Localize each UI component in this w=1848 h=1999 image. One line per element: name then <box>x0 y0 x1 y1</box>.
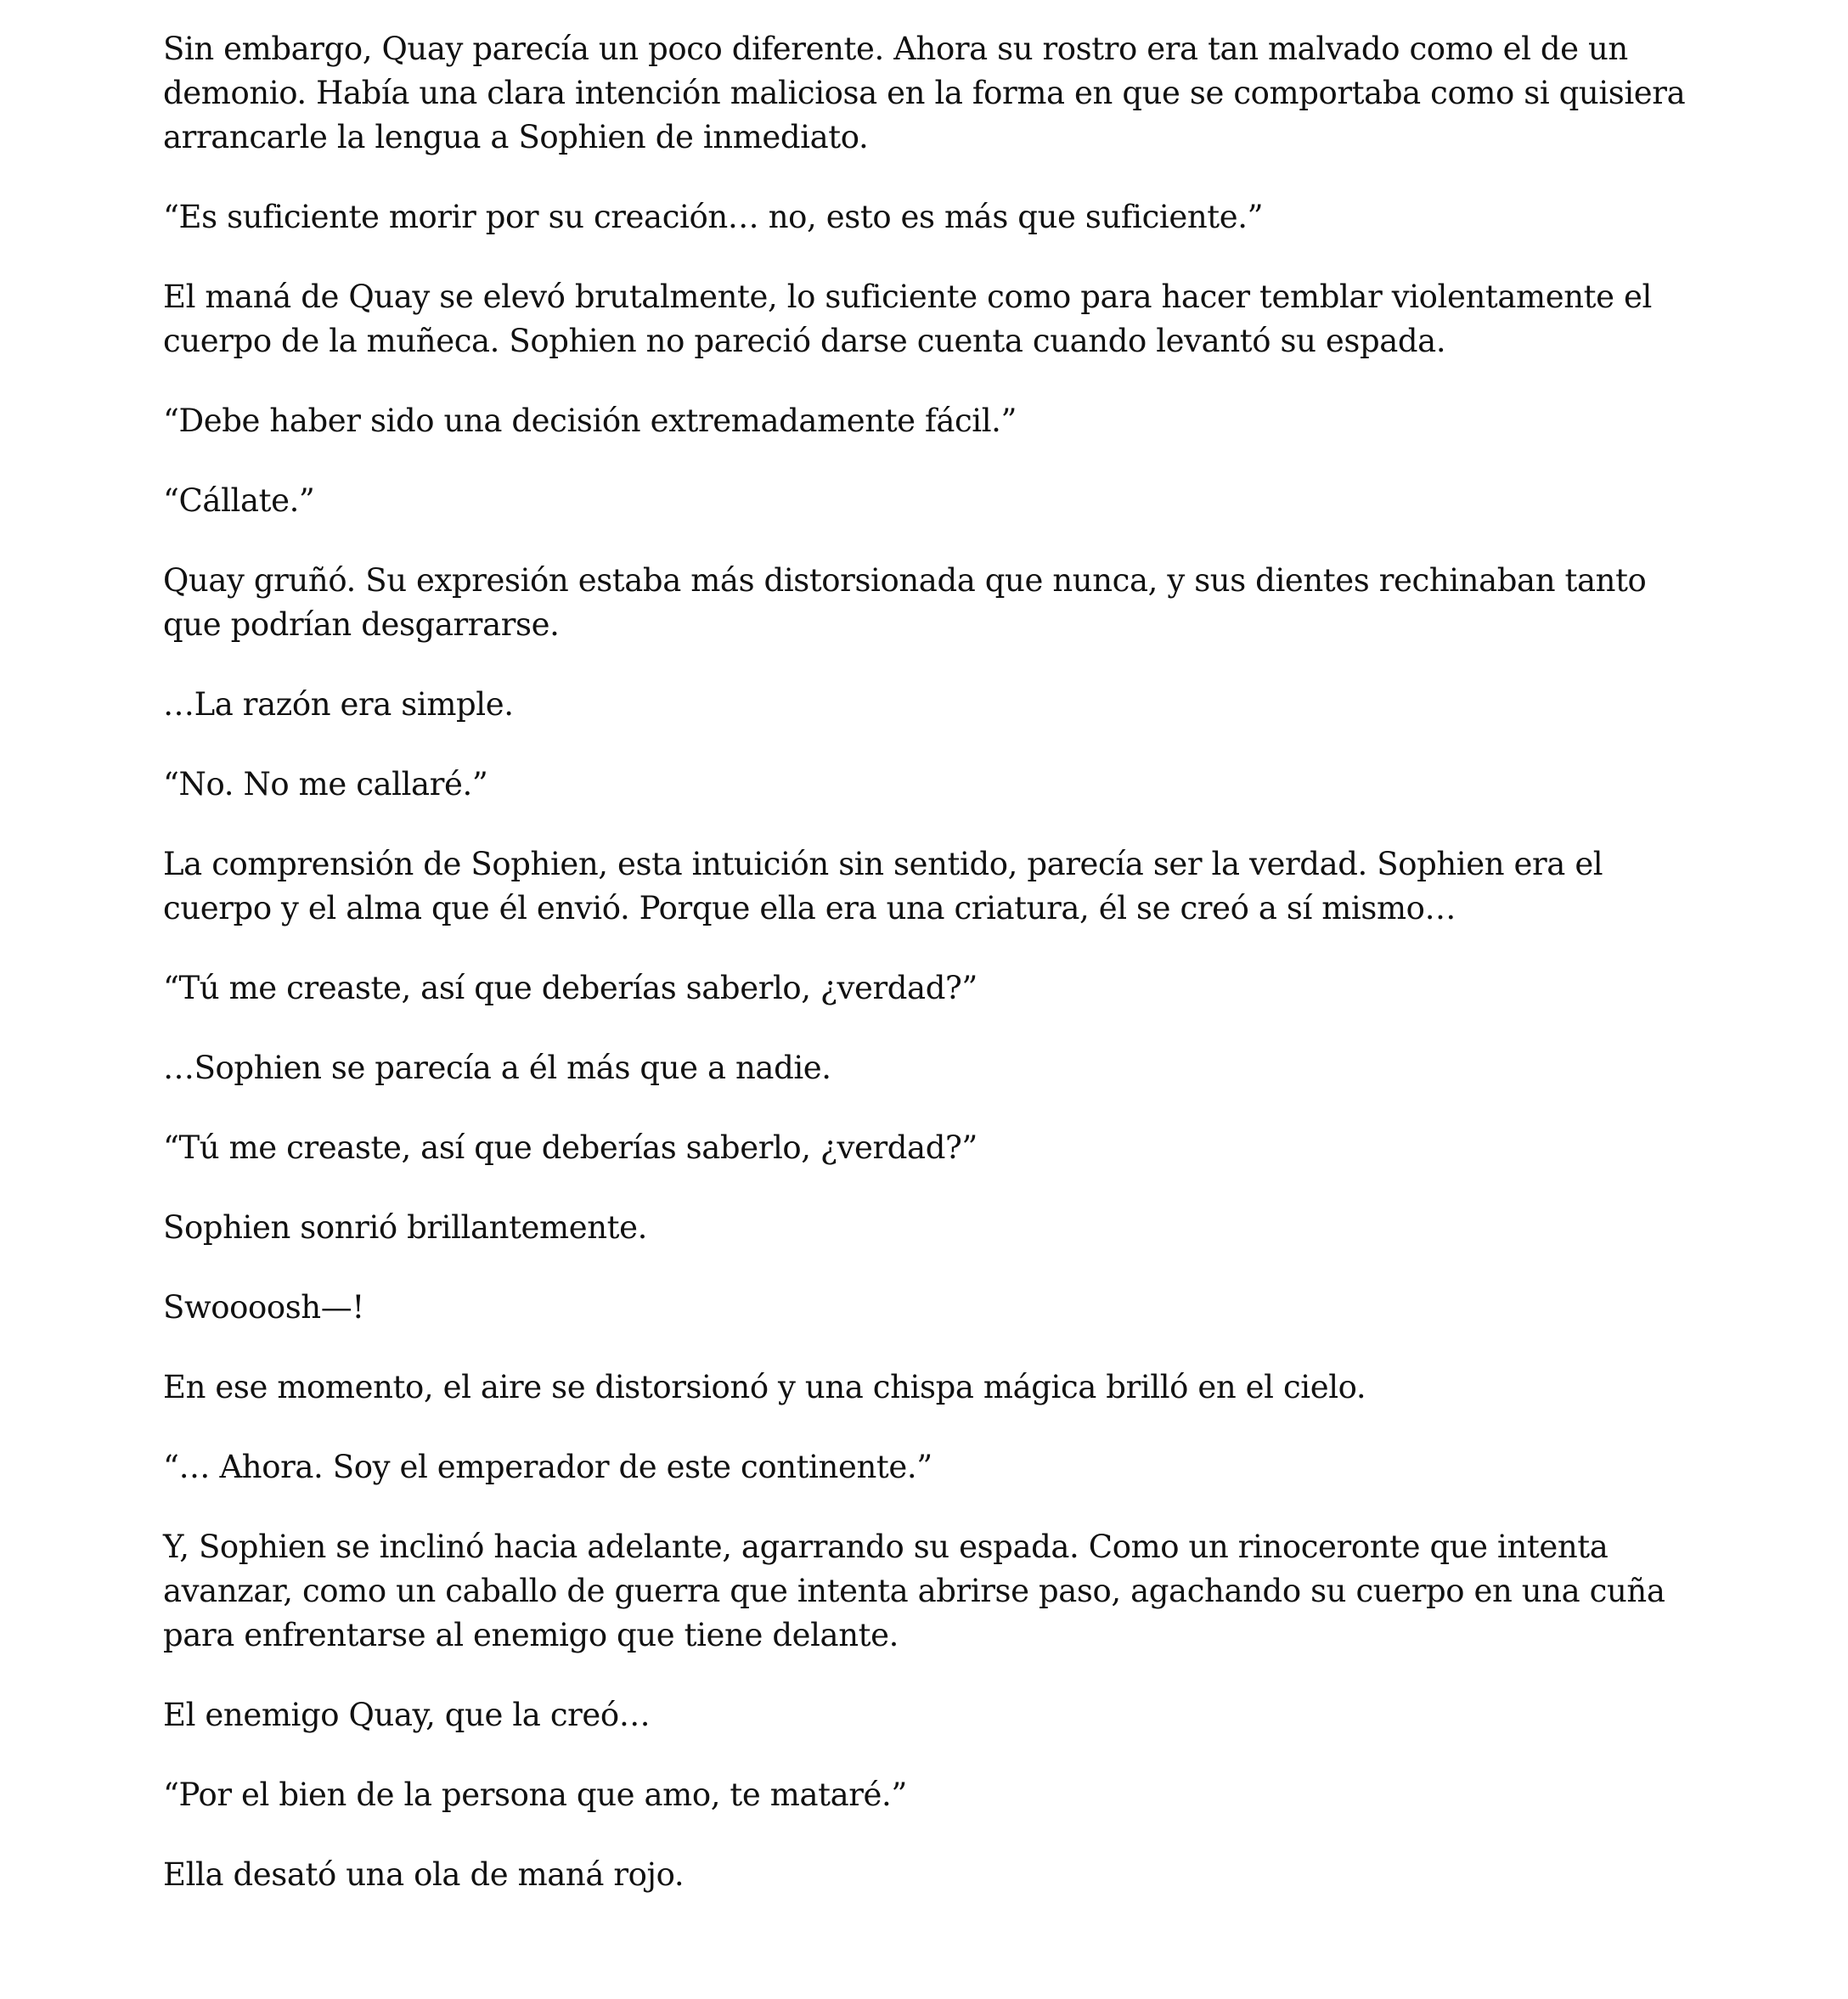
paragraph: “Cállate.” <box>163 482 315 519</box>
paragraph: “Por el bien de la persona que amo, te mataré.” <box>163 1777 907 1813</box>
paragraph: Sophien sonrió brillantemente. <box>163 1209 647 1246</box>
paragraph: En ese momento, el aire se distorsionó y una chispa mágica brilló en el cielo. <box>163 1369 1366 1405</box>
paragraph: “Tú me creaste, así que deberías saberlo, ¿verdad?” <box>163 1129 978 1166</box>
paragraph: Y, Sophien se inclinó hacia adelante, agarrando su espada. Como un rinoceronte que intenta avanzar, como un caballo de guerra que intenta abrirse paso, agachando su cuerpo en una cuña para enfrentarse al enemigo que tiene delante. <box>163 1529 1665 1653</box>
paragraph: “Debe haber sido una decisión extremadamente fácil.” <box>163 403 1017 439</box>
paragraph: Swoooosh—! <box>163 1289 364 1326</box>
paragraph: La comprensión de Sophien, esta intuición sin sentido, parecía ser la verdad. Sophien era el cuerpo y el alma que él envió. Porque ella era una criatura, él se creó a sí mismo… <box>163 846 1603 926</box>
paragraph: “No. No me callaré.” <box>163 766 488 802</box>
paragraph: El maná de Quay se elevó brutalmente, lo suficiente como para hacer temblar violentamente el cuerpo de la muñeca. Sophien no pareció darse cuenta cuando levantó su espada. <box>163 279 1652 359</box>
paragraph: …Sophien se parecía a él más que a nadie. <box>163 1050 831 1086</box>
paragraph: “Es suficiente morir por su creación… no, esto es más que suficiente.” <box>163 199 1264 235</box>
paragraph: Quay gruñó. Su expresión estaba más distorsionada que nunca, y sus dientes rechinaban tanto que podrían desgarrarse. <box>163 562 1647 643</box>
paragraph: …La razón era simple. <box>163 686 514 723</box>
paragraph: “… Ahora. Soy el emperador de este continente.” <box>163 1449 932 1485</box>
paragraph: Sin embargo, Quay parecía un poco diferente. Ahora su rostro era tan malvado como el de un demonio. Había una clara intención maliciosa en la forma en que se comportaba como si quisiera arrancarle la lengua a Sophien de inmediato. <box>163 31 1686 155</box>
paragraph: “Tú me creaste, así que deberías saberlo, ¿verdad?” <box>163 970 978 1006</box>
paragraph: Ella desató una ola de maná rojo. <box>163 1856 685 1893</box>
document-body <box>163 27 1692 1933</box>
paragraph: El enemigo Quay, que la creó… <box>163 1697 651 1733</box>
